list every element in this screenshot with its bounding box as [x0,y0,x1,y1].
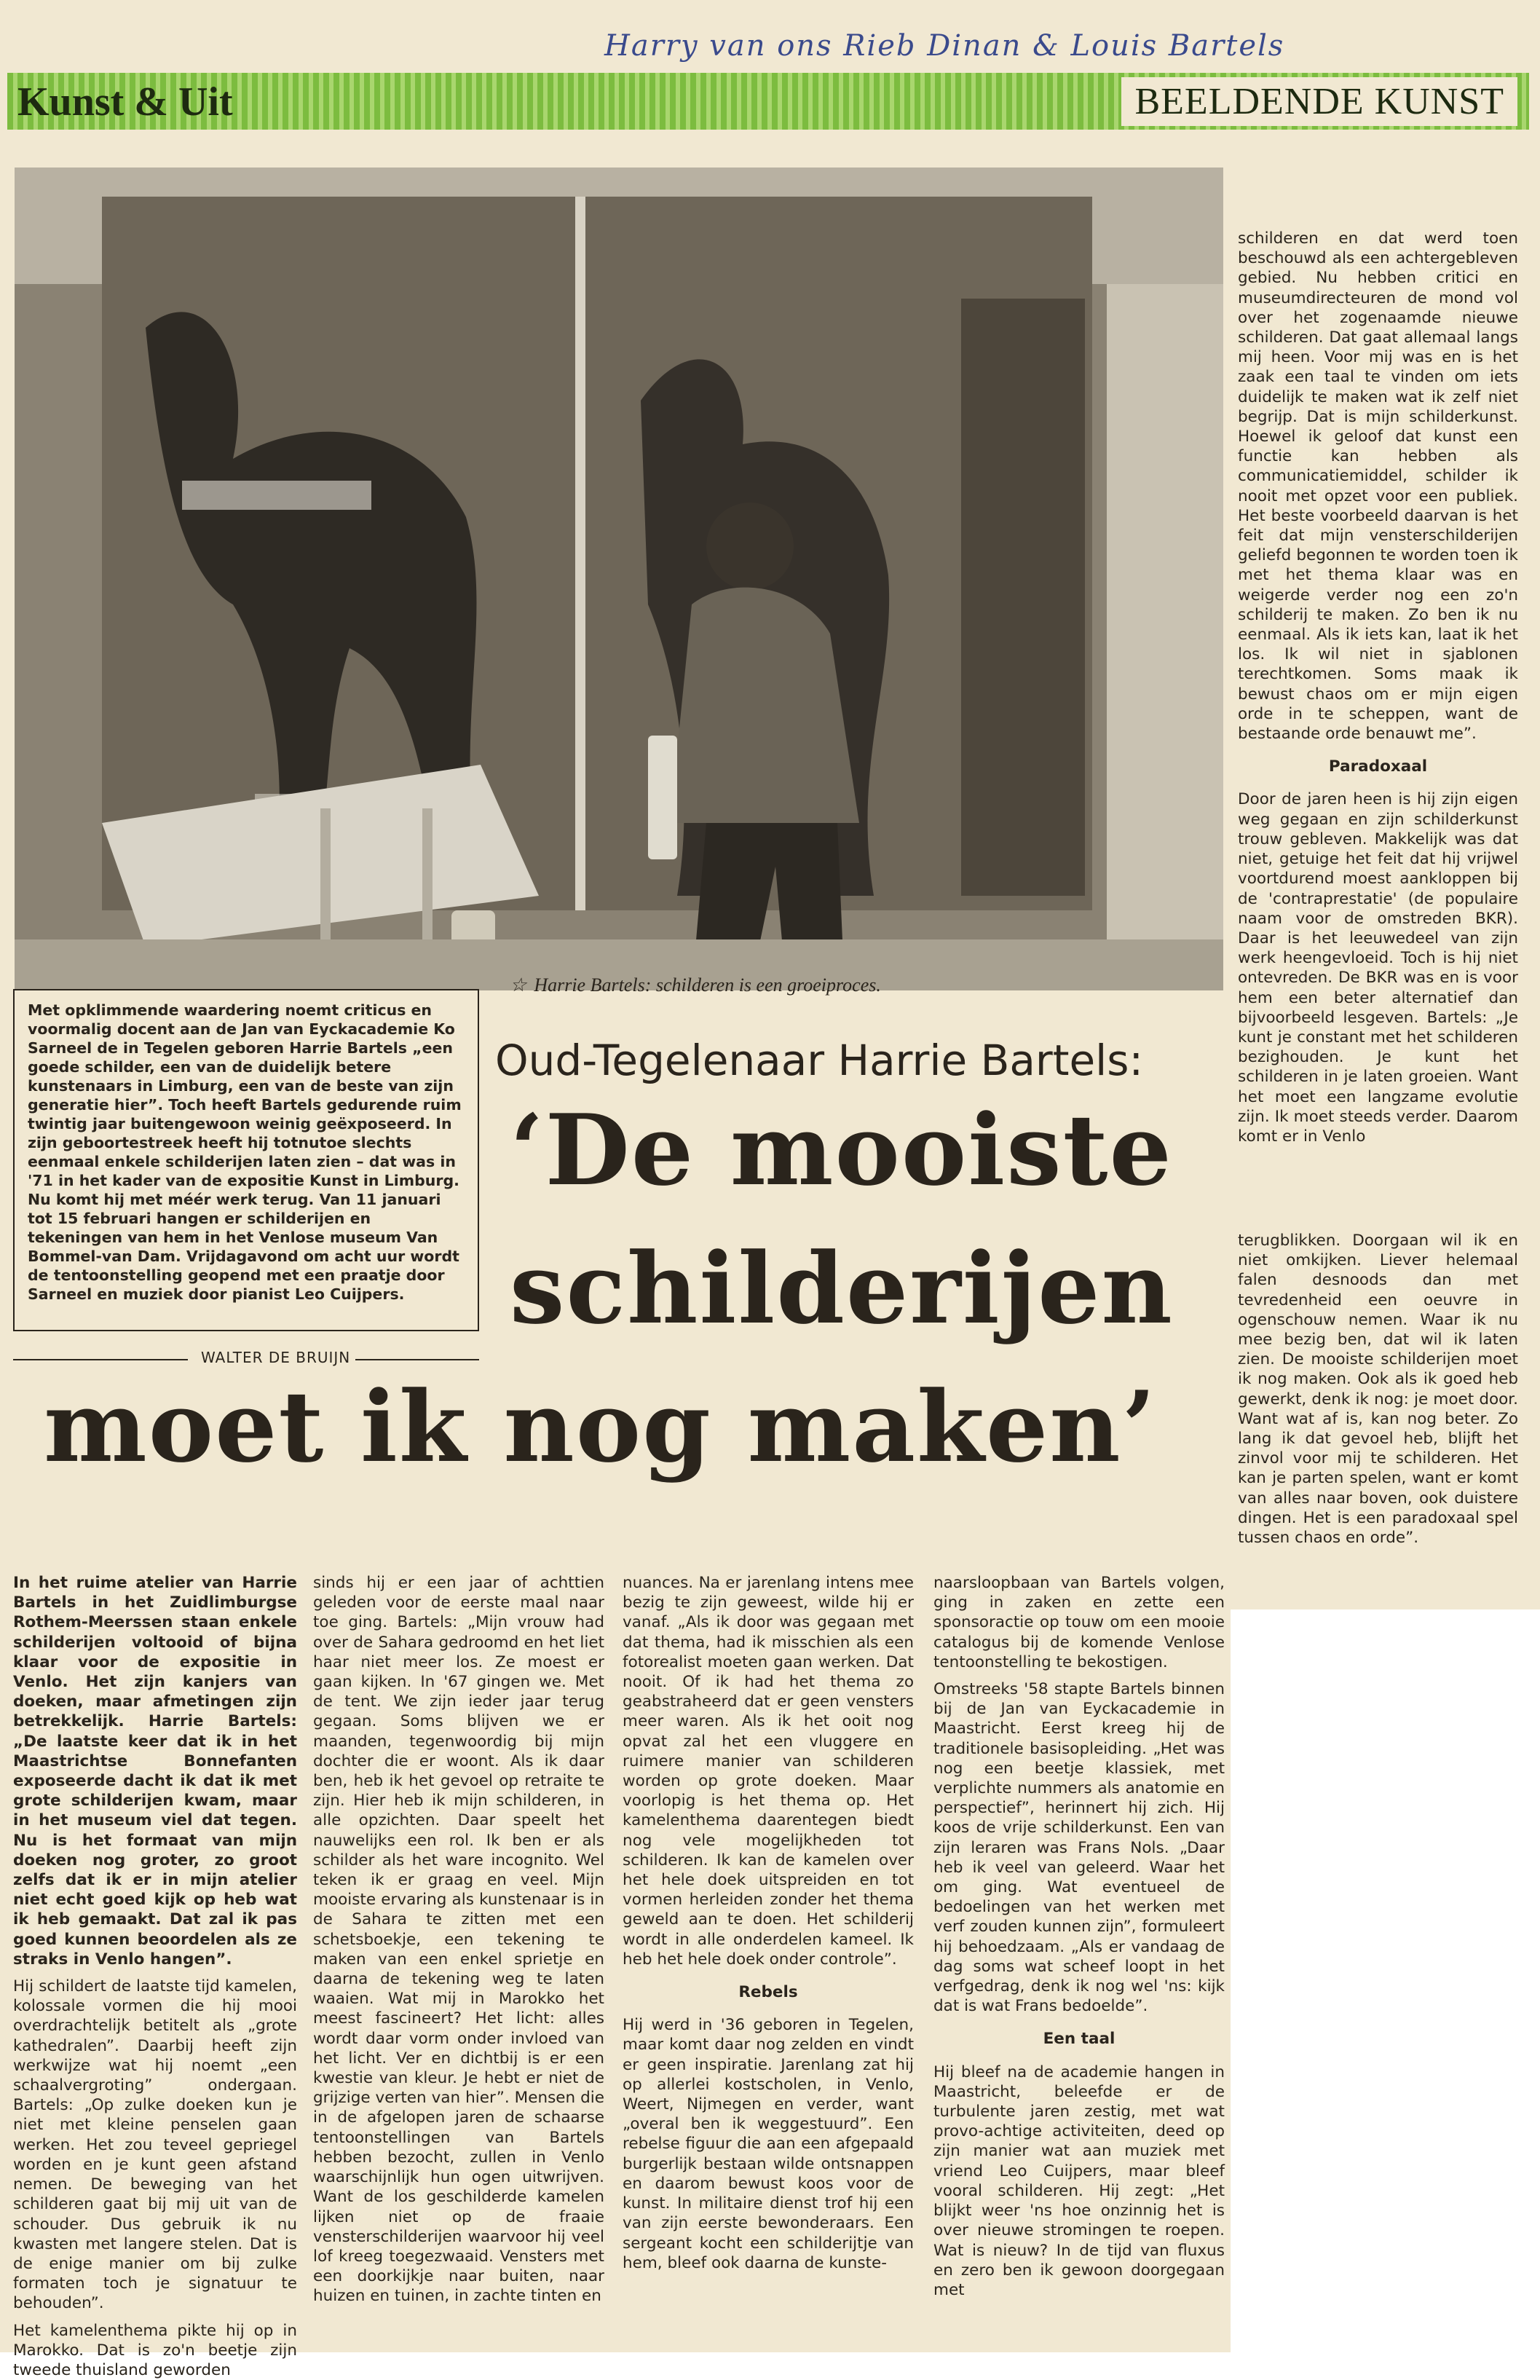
paragraph: Hij werd in '36 geboren in Tegelen, maar komt daar nog zelden en vindt er geen inspiratie. Jarenlang zat hij op allerlei kostscholen, in Venlo, Weert, Nijmegen en verder, want „overal ben ik weggestuurd”. Een rebelse figuur die aan een afgepaald burgerlijk bestaan wilde ontsnappen en daarom bewust koos voor de kunst. In militaire dienst trof hij een van zijn eerste bewonderaars. Een sergeant kocht een schilderijtje van hem, bleef ook daarna de kunste- [623,2016,914,2272]
section-title: Kunst & Uit [17,79,233,125]
paragraph: Het kamelenthema pikte hij op in Marokko. Dat is zo'n beetje zijn tweede thuisland geworden [13,2321,297,2379]
paragraph: terugblikken. Doorgaan wil ik en niet omkijken. Liever helemaal falen desnoods dan met tevredenheid een oeuvre in ogenschouw nemen. Waar ik nu mee bezig ben, dat wil ik laten zien. De mooiste schilderijen moet ik nog maken. Ook als ik goed heb gewerkt, denk ik nog: je moet door. Want wat af is, kan nog beter. Zo lang ik dat gevoel heb, blijft het zinvol voor mij te schilderen. Het kan je parten spelen, want er komt van alles naar boven, ook duistere dingen. Het is een paradoxaal spel tussen chaos en orde”. [1238,1232,1518,1548]
paragraph: sinds hij er een jaar of achttien geleden voor de eerste maal naar toe ging. Bartels: „Mijn vrouw had over de Sahara gedroomd en het liet haar niet meer los. Ze moest er gaan kijken. In '67 gingen we. Met de tent. We zijn ieder jaar terug gegaan. Soms blijven we er maanden, tegenwoordig bij mijn dochter die er woont. Als ik daar ben, heb ik het gevoel op retraite te zijn. Hier heb ik mijn schilderen, in alle opzichten. Daar speelt het nauwelijks een rol. Ik ben er als schilder als het ware incognito. Wel teken ik er graag en veel. Mijn mooiste ervaring als kunstenaar is in de Sahara te zitten met een schetsboekje, een tekening te maken van een enkel sprietje en daarna de tekening weg te laten waaien. Wat mij in Marokko het meest fascineert? Het licht: alles wordt daar vorm onder invloed van het licht. Ver en dichtbij is er een kwestie van kleur. Je hebt er niet de grijzige verten van hier”. Mensen die in de afgelopen jaren de schaarse tentoonstellingen van Bartels hebben bezocht, zullen in Venlo waarschijnlijk hun ogen uitwrijven. Want de los geschilderde kamelen lijken niet op de fraaie vensterschilderijen waarvoor hij veel lof kreeg toegezwaaid. Vensters met een doorkijkje naar buiten, naar huizen en tuinen, in zachte tinten en [313,1574,604,2306]
paragraph: nuances. Na er jarenlang intens mee bezig te zijn geweest, wilde hij er vanaf. „Als ik door was gegaan met dat thema, had ik misschien als een fotorealist moeten gaan werken. Dat nooit. Of ik had het thema zo geabstraheerd dat er geen vensters meer waren. Als ik het ooit nog opvat zal het een vluggere en ruimere manier van schilderen worden op grote doeken. Maar voorlopig is het thema op. Het kamelenthema daarentegen biedt nog vele mogelijkheden tot schilderen. Ik kan de kamelen over het hele doek uitspreiden en tot vormen herleiden zonder het thema geweld aan te doen. Het schilderij wordt in alle onderdelen kameel. Ik heb het hele doek onder controle”. [623,1574,914,1969]
overline: Oud-Tegelenaar Harrie Bartels: [495,1036,1144,1085]
paragraph: naarsloopbaan van Bartels volgen, ging in zaken en zette een sponsoractie op touw om een mooie catalogus bij de komende Venlose tentoonstelling te bekostigen. [933,1574,1225,1671]
photo-caption [510,974,881,996]
byline-author: WALTER DE BRUIJN [195,1349,356,1366]
headline-line-1: ‘De mooiste [510,1092,1173,1207]
page-background-blank [1231,1609,1540,2352]
caption-text: Harrie Bartels: schilderen is een groeiproces. [534,974,881,996]
section-header-band [7,73,1529,130]
column-4 [933,1573,1225,2352]
column-1 [13,1573,297,2379]
subhead: Een taal [1043,2030,1115,2049]
paragraph: schilderen en dat werd toen beschouwd als een achtergebleven gebied. Nu hebben critici en museumdirecteuren de mond vol over het zogenaamde nieuwe schilderen. Dat gaat allemaal langs mij heen. Voor mij was en is het zaak een taal te vinden om iets duidelijk te maken wat ik zelf niet begrijp. Dat is mijn schilderkunst. Hoewel ik geloof dat kunst een functie kan hebben als communicatiemiddel, schilder ik nooit met opzet voor een publiek. Het beste voorbeeld daarvan is het feit dat mijn vensterschilderijen geliefd begonnen te worden toen ik met het thema klaar was en weigerde verder nog een zo'n schilderij te maken. Zo ben ik nu eenmaal. Als ik iets kan, laat ik het los. Ik wil niet in sjablonen terechtkomen. Soms maak ik bewust chaos om er mijn eigen orde in te scheppen, want de bestaande orde benauwt me”. [1238,229,1518,744]
right-column-lower [1238,1231,1518,1548]
lead-paragraph: In het ruime atelier van Harrie Bartels in het Zuidlimburgse Rothem-Meerssen staan enkele schilderijen voltooid of bijna klaar voor de expositie in Venlo. Het zijn kanjers van doeken, maar afmetingen zijn betrekkelijk. Harrie Bartels: „De laatste keer dat ik in het Maastrichtse Bonnefanten exposeerde dacht ik dat ik met grote schilderijen kwam, maar in het museum viel dat tegen. Nu is het formaat van mijn doeken nog groter, zo groot zelfs dat ik er in mijn atelier niet echt goed kijk op heb wat ik heb gemaakt. Dat zal ik pas goed kunnen beoordelen als ze straks in Venlo hangen”. [13,1574,297,1969]
handwritten-note: Harry van ons Rieb Dinan & Louis Bartels [604,29,1285,63]
paragraph: Hij schildert de laatste tijd kamelen, kolossale vormen die hij mooi overdrachtelijk betitelt als „grote kathedralen”. Daarbij heeft zijn werkwijze wat hij noemt „een schaalvergroting” ondergaan. Bartels: „Op zulke doeken kun je niet met kleine penselen gaan werken. Het zou teveel gepriegel worden en je kunt geen afstand nemen. De beweging van het schilderen gaat bij mij uit van de schouder. Dus gebruik ik nu kwasten met langere stelen. Dat is de enige manier om bij zulke formaten toch je signatuur te behouden”. [13,1977,297,2313]
headline-line-2: schilderijen [510,1231,1174,1346]
article-photo [15,168,1223,990]
byline-rule-right [355,1359,479,1360]
column-2 [313,1573,604,2352]
right-column-upper [1238,229,1518,1146]
paragraph: Hij bleef na de academie hangen in Maastricht, beleefde er de turbulente jaren zestig, met wat provo-achtige activiteiten, deed op zijn manier wat aan muziek met vriend Leo Cuijpers, maar bleef vooral schilderen. Hij zegt: „Het blijkt weer 'ns hoe onzinnig het is over nieuwe stromingen te roepen. Wat is nieuw? In de tijd van fluxus en zero ben ik gewoon doorgegaan met [933,2062,1225,2299]
section-tag: BEELDENDE KUNST [1121,77,1517,126]
byline-rule-left [13,1359,188,1360]
headline-line-3: moet ik nog maken’ [44,1369,1158,1484]
column-3 [623,1573,914,2352]
paragraph: Door de jaren heen is hij zijn eigen weg gegaan en zijn schilderkunst trouw gebleven. Makkelijk was dat niet, getuige het feit dat hij vrijwel voortdurend moest aankloppen bij de 'contraprestatie' (de populaire naam voor de omstreden BKR). Daar is het leeuwedeel van zijn werk heengevloeid. Toch is hij niet ontevreden. De BKR was en is voor hem een beter alternatief dan bijvoorbeeld lesgeven. Bartels: „Je kunt je constant met het schilderen bezighouden. Je kunt het schilderen in je laten groeien. Want het moet een langzame evolutie zijn. Ik moet steeds verder. Daarom komt er in Venlo [1238,790,1518,1146]
intro-box: Met opklimmende waardering noemt criticus en voormalig docent aan de Jan van Eyckacademie Ko Sarneel de in Tegelen geboren Harrie Bartels „een goede schilder, een van de duidelijk betere kunstenaars in Limburg, een van de beste van zijn generatie hier”. Toch heeft Bartels gedurende ruim twintig jaar buitengewoon weinig geëxposeerd. In zijn geboortestreek heeft hij totnutoe slechts eenmaal enkele schilderijen laten zien – dat was in '71 in het kader van de expositie Kunst in Limburg. Nu komt hij met méér werk terug. Van 11 januari tot 15 februari hangen er schilderijen en tekeningen van hem in het Venlose museum Van Bommel-van Dam. Vrijdagavond om acht uur wordt de tentoonstelling geopend met een praatje door Sarneel en muziek door pianist Leo Cuijpers. [13,989,479,1331]
subhead: Rebels [738,1983,798,2002]
paragraph: Omstreeks '58 stapte Bartels binnen bij de Jan van Eyckacademie in Maastricht. Eerst kreeg hij de traditionele basisopleiding. „Het was nog een beetje klassiek, met verplichte nummers als anatomie en perspectief”, herinnert hij zich. Hij koos de vrije schilderkunst. Een van zijn leraren was Frans Nols. „Daar heb ik veel van geleerd. Waar het om ging. Wat eventueel de bedoelingen van het werken met verf zouden kunnen zijn”, formuleert hij behoedzaam. „Als er vandaag de dag soms wat scheef loopt in het verfgedrag, denk ik nog wel 'ns: kijk dat is wat Frans bedoelde”. [933,1680,1225,2016]
star-icon: ☆ [510,974,527,996]
byline [13,1349,479,1371]
subhead: Paradoxaal [1328,757,1428,776]
photo-studio-painter [15,168,1223,990]
